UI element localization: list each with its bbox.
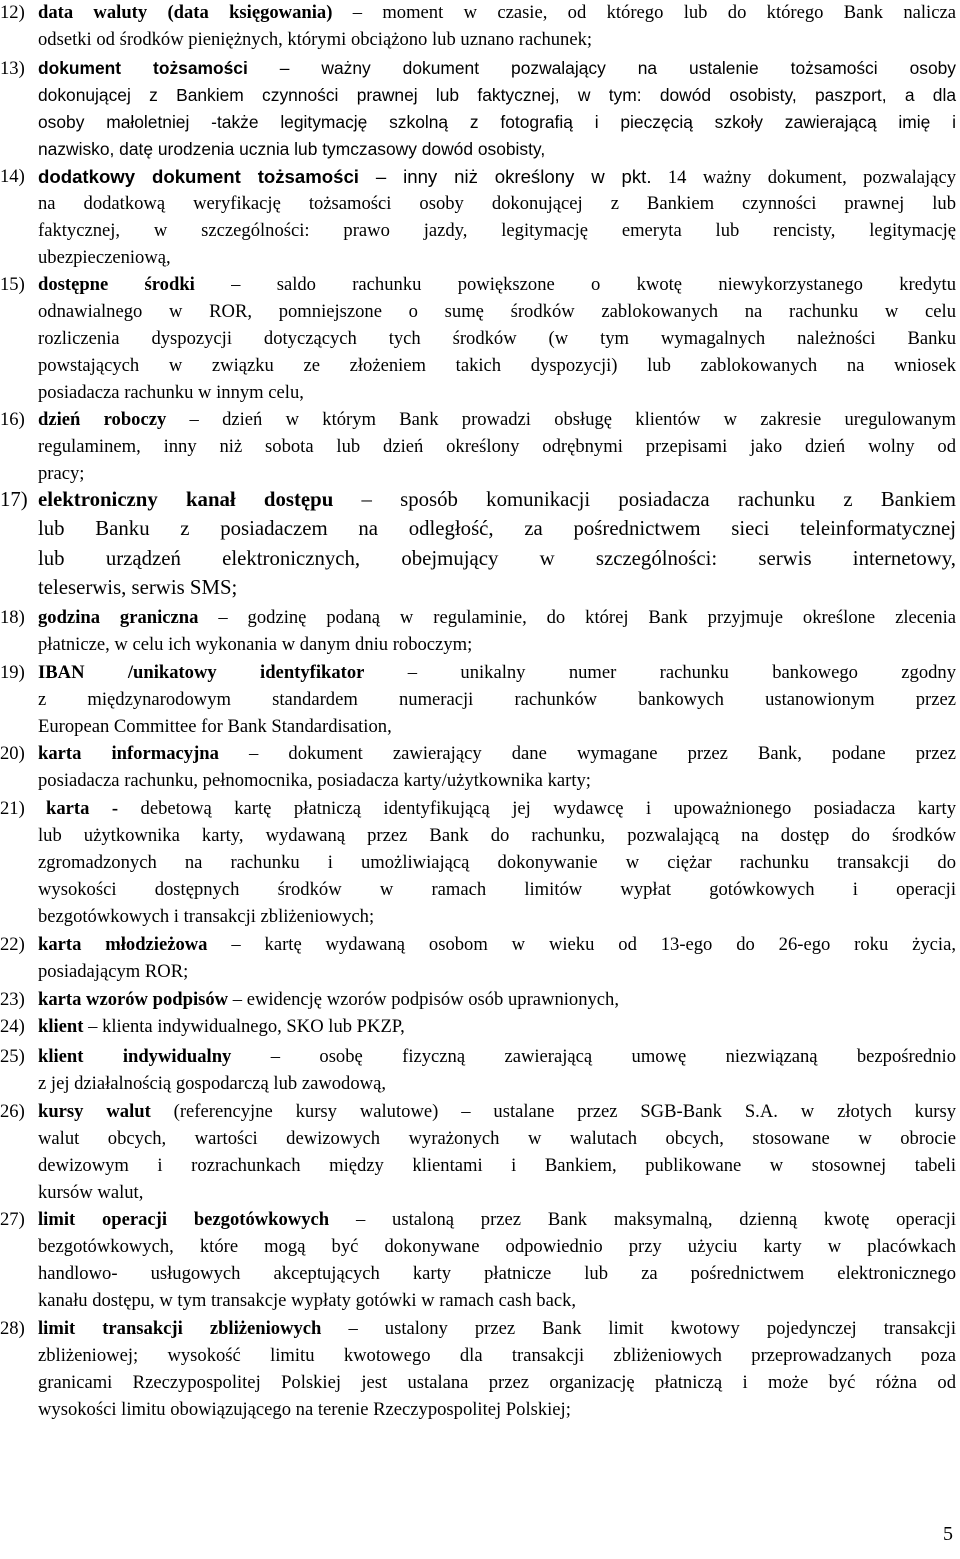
definition-line: elektroniczny kanał dostępu – sposób komunikacji posiadacza rachunku z Bankiem bbox=[38, 488, 956, 511]
item-number: 14) bbox=[0, 166, 25, 187]
page-number: 5 bbox=[943, 1523, 953, 1545]
definition-line: kursów walut, bbox=[38, 1182, 144, 1203]
definition-term: dzień roboczy bbox=[38, 409, 167, 430]
definition-line: nazwisko, datę urodzenia ucznia lub tymczasowy dowód osobisty, bbox=[38, 139, 546, 159]
definition-line: karta młodzieżowa – kartę wydawaną osobom w wieku od 13-ego do 26-ego roku życia, bbox=[38, 934, 956, 955]
item-number: 23) bbox=[0, 989, 25, 1010]
definition-line: IBAN /unikatowy identyfikator – unikalny numer rachunku bankowego zgodny bbox=[38, 662, 957, 683]
definition-term: dokument tożsamości bbox=[38, 58, 248, 78]
definition-term: klient indywidualny bbox=[38, 1046, 232, 1067]
definition-line: rozliczenia dyspozycji dotyczących tych środków (w tym wymagalnych należności Banku bbox=[38, 328, 956, 349]
definition-term: karta informacyjna bbox=[38, 743, 219, 764]
definition-term: godzina graniczna bbox=[38, 607, 199, 628]
definition-line: dokument tożsamości – ważny dokument pozwalający na ustalenie tożsamości osoby bbox=[38, 58, 956, 78]
definition-term: IBAN /unikatowy identyfikator bbox=[38, 662, 365, 683]
definition-line: European Committee for Bank Standardisation, bbox=[38, 716, 392, 737]
definition-line: odsetki od środków pieniężnych, którymi obciążono lub uznano rachunek; bbox=[38, 29, 593, 50]
definition-line: faktycznej, w szczególności: prawo jazdy, legitymację emeryta lub rencisty, legitymację bbox=[38, 220, 956, 241]
definition-line: limit operacji bezgotówkowych – ustaloną przez Bank maksymalną, dzienną kwotę operacji bbox=[38, 1209, 957, 1230]
definition-line: kursy walut (referencyjne kursy walutowe) – ustalane przez SGB-Bank S.A. w złotych kursy bbox=[38, 1101, 957, 1122]
definition-line: klient – klienta indywidualnego, SKO lub PKZP, bbox=[38, 1016, 405, 1037]
definition-line: bezgotówkowych, które mogą być dokonywane odpowiednio przy użyciu karty w placówkach bbox=[38, 1236, 956, 1257]
definition-term: kursy walut bbox=[38, 1101, 151, 1122]
definition-line: pracy; bbox=[38, 463, 85, 484]
definition-term: dodatkowy dokument tożsamości bbox=[38, 166, 359, 187]
definition-term: limit operacji bezgotówkowych bbox=[38, 1209, 330, 1230]
item-number: 16) bbox=[0, 409, 25, 430]
definition-line: wysokości limitu obowiązującego na terenie Rzeczypospolitej Polskiej; bbox=[38, 1399, 571, 1420]
item-number: 18) bbox=[0, 607, 25, 628]
definition-term: elektroniczny kanał dostępu bbox=[38, 488, 334, 511]
item-number: 12) bbox=[0, 2, 25, 23]
item-number: 19) bbox=[0, 662, 25, 683]
definition-line: limit transakcji zbliżeniowych – ustalony przez Bank limit kwotowy pojedynczej transakcji bbox=[38, 1318, 956, 1339]
definition-line: posiadacza rachunku, pełnomocnika, posiadacza karty/użytkownika karty; bbox=[38, 770, 591, 791]
definition-line: posiadacza rachunku w innym celu, bbox=[38, 382, 304, 403]
item-number: 15) bbox=[0, 274, 25, 295]
definition-line: karta - debetową kartę płatniczą identyfikującą jej wydawcę i upoważnionego posiadacza karty bbox=[46, 798, 956, 819]
definition-line: walut obcych, wartości dewizowych wyrażonych w walutach obcych, stosowane w obrocie bbox=[38, 1128, 956, 1149]
definition-line: lub urządzeń elektronicznych, obejmujący w szczególności: serwis internetowy, bbox=[38, 547, 956, 570]
definition-line: regulaminem, inny niż sobota lub dzień określony odrębnymi przepisami jako dzień wolny od bbox=[38, 436, 956, 457]
definition-line: dokonującej z Bankiem czynności prawnej lub faktycznej, w tym: dowód osobisty, paszport, a dla bbox=[38, 85, 956, 105]
definition-line: z jej działalnością gospodarczą lub zawodową, bbox=[38, 1073, 386, 1094]
item-number: 20) bbox=[0, 743, 25, 764]
item-number: 22) bbox=[0, 934, 25, 955]
definition-line: powstających w związku ze złożeniem takich dyspozycji) lub zablokowanych na wniosek bbox=[38, 355, 956, 376]
definition-line: granicami Rzeczypospolitej Polskiej jest ustalana przez organizację płatniczą i może być różna od bbox=[38, 1372, 956, 1393]
definition-term: karta bbox=[46, 798, 90, 819]
definition-line: dodatkowy dokument tożsamości – inny niż określony w pkt. 14 ważny dokument, pozwalający bbox=[38, 166, 957, 188]
item-number: 25) bbox=[0, 1046, 25, 1067]
item-number: 24) bbox=[0, 1016, 25, 1037]
definition-line: dewizowym i rozrachunkach między klientami i Bankiem, publikowane w stosownej tabeli bbox=[38, 1155, 956, 1176]
item-number: 13) bbox=[0, 58, 25, 79]
definition-line: data waluty (data księgowania) – moment w czasie, od którego lub do którego Bank nalicza bbox=[38, 2, 956, 23]
definition-line: karta wzorów podpisów – ewidencję wzorów podpisów osób uprawnionych, bbox=[38, 989, 619, 1010]
definition-line: odnawialnego w ROR, pomniejszone o sumę środków zablokowanych na rachunku w celu bbox=[38, 301, 956, 322]
definition-line: posiadającym ROR; bbox=[38, 961, 189, 982]
definition-term: dostępne środki bbox=[38, 274, 195, 295]
definition-line: karta informacyjna – dokument zawierający dane wymagane przez Bank, podane przez bbox=[38, 743, 956, 764]
item-number: 28) bbox=[0, 1318, 25, 1339]
definition-line: zgromadzonych na rachunku i umożliwiającą dokonywanie w ciężar rachunku transakcji do bbox=[38, 852, 956, 873]
definition-line: godzina graniczna – godzinę podaną w regulaminie, do której Bank przyjmuje określone zlecenia bbox=[38, 607, 956, 628]
definition-line: płatnicze, w celu ich wykonania w danym dniu roboczym; bbox=[38, 634, 473, 655]
item-number: 27) bbox=[0, 1209, 25, 1230]
definition-term: data waluty (data księgowania) bbox=[38, 2, 333, 23]
item-number: 17) bbox=[0, 488, 28, 511]
definition-line: kanału dostępu, w tym transakcje wypłaty gotówki w ramach cash back, bbox=[38, 1290, 577, 1311]
definition-line: dzień roboczy – dzień w którym Bank prowadzi obsługę klientów w zakresie uregulowanym bbox=[38, 409, 957, 430]
definition-line: zbliżeniowej; wysokość limitu kwotowego dla transakcji zbliżeniowych przeprowadzanych poza bbox=[38, 1345, 956, 1366]
definition-term: limit transakcji zbliżeniowych bbox=[38, 1318, 322, 1339]
definition-term: karta wzorów podpisów bbox=[38, 989, 229, 1010]
item-number: 26) bbox=[0, 1101, 25, 1122]
definition-line: handlowo- usługowych akceptujących karty płatnicze lub za pośrednictwem elektronicznego bbox=[38, 1263, 956, 1284]
definition-line: klient indywidualny – osobę fizyczną zawierającą umowę niezwiązaną bezpośrednio bbox=[38, 1046, 957, 1067]
definition-term: karta młodzieżowa bbox=[38, 934, 208, 955]
definition-line: ubezpieczeniową, bbox=[38, 247, 171, 268]
definition-line: bezgotówkowych i transakcji zbliżeniowych; bbox=[38, 906, 375, 927]
definition-line: dostępne środki – saldo rachunku powiększone o kwotę niewykorzystanego kredytu bbox=[38, 274, 956, 295]
definition-term: klient bbox=[38, 1016, 84, 1037]
definition-line: z międzynarodowym standardem numeracji rachunków bankowych ustanowionym przez bbox=[38, 689, 956, 710]
item-number: 21) bbox=[0, 798, 25, 819]
definition-line: osoby małoletniej -także legitymację szkolną z fotografią i pieczęcią szkoły zawierającą imię i bbox=[38, 112, 956, 132]
definition-line: na dodatkową weryfikację tożsamości osoby dokonującej z Bankiem czynności prawnej lub bbox=[38, 193, 956, 214]
definition-line: wysokości dostępnych środków w ramach limitów wypłat gotówkowych i operacji bbox=[38, 879, 956, 900]
definition-line: lub użytkownika karty, wydawaną przez Bank do rachunku, pozwalającą na dostęp do środków bbox=[38, 825, 956, 846]
definition-line: lub Banku z posiadaczem na odległość, za pośrednictwem sieci teleinformatycznej bbox=[38, 517, 956, 540]
definition-line: teleserwis, serwis SMS; bbox=[38, 576, 238, 599]
